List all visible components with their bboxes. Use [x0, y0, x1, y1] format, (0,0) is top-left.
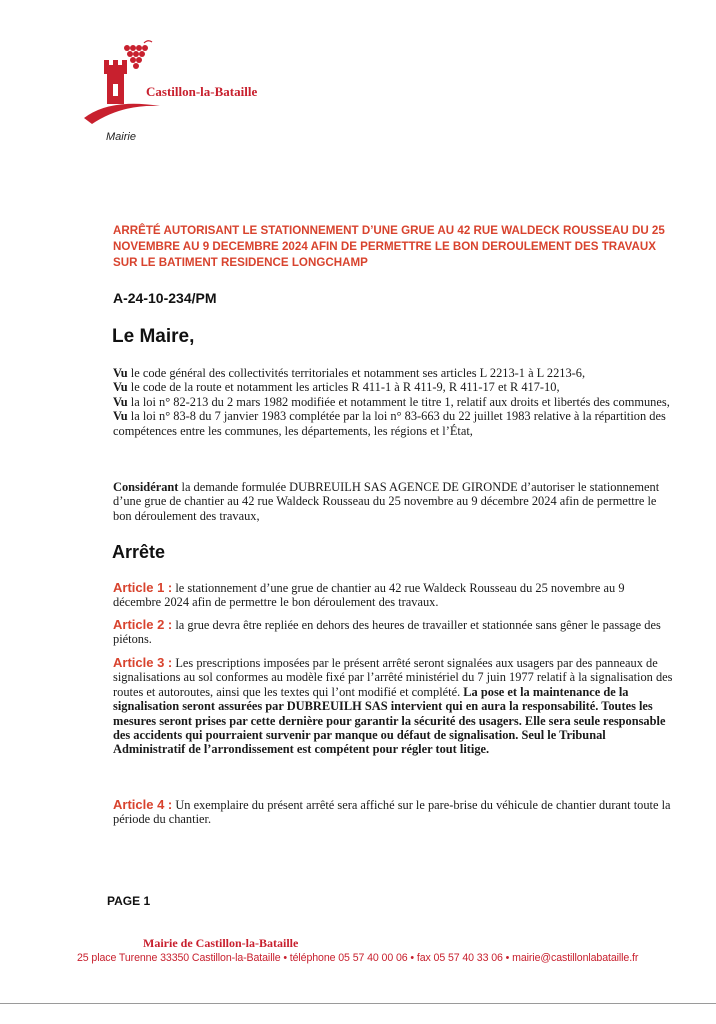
vu-item: Vu la loi n° 83-8 du 7 janvier 1983 complétée par la loi n° 83-663 du 22 juillet 1983 relative à la répartition des compétences entre les communes, les départements, les régions et l’État,: [113, 409, 666, 438]
heading-arrete: Arrête: [112, 542, 166, 562]
swoosh-icon: [84, 104, 160, 124]
brand-subtitle: Mairie: [106, 131, 136, 143]
article-4: Article 4 : Un exemplaire du présent arrêté sera affiché sur le pare-brise du véhicule de chantier durant toute la période du chantier.: [113, 797, 671, 827]
page-number: PAGE 1: [107, 894, 151, 908]
article-3: Article 3 : Les prescriptions imposées par le présent arrêté seront signalées aux usagers par des panneaux de signalisations au sol conformes au modèle fixé par l’arrêté ministériel du 7 juin 1977 relatif à la signalisation des routes et autoroutes, ainsi que les textes qui l’ont modifié et complété. La pose et la maintenance de la signalisation seront assurées par DUBREUILH SAS intervient qui en aura la responsabilité. Toutes les mesures seront prises par cette dernière pour garantir la sécurité des usagers. Elle sera seule responsable des accidents qui pourraient survenir par manque ou défaut de signalisation. Seul le Tribunal Administratif de l’arrondissement est compétent pour régler tout litige.: [113, 655, 673, 757]
footer-title: Mairie de Castillon-la-Bataille: [143, 936, 299, 950]
grapes-icon: [124, 41, 152, 69]
vu-item: Vu le code général des collectivités territoriales et notamment ses articles L 2213-1 à L 2213-6,: [113, 366, 586, 380]
footer-divider: [0, 1003, 716, 1004]
article-1: Article 1 : le stationnement d’une grue de chantier au 42 rue Waldeck Rousseau du 25 novembre au 9 décembre 2024 afin de permettre le bon déroulement des travaux.: [113, 580, 625, 610]
article-2: Article 2 : la grue devra être repliée en dehors des heures de travailler et stationnée sans gêner le passage des piétons.: [113, 617, 661, 647]
decree-reference: A-24-10-234/PM: [113, 290, 217, 306]
vu-section: [113, 366, 673, 438]
considerant-paragraph: Considérant la demande formulée DUBREUILH SAS AGENCE DE GIRONDE d’autoriser le stationnement d’une grue de chantier au 42 rue Waldeck Rousseau du 25 novembre au 9 décembre 2024 afin de permettre le bon déroulement des travaux,: [113, 480, 660, 523]
vu-item: Vu le code de la route et notamment les articles R 411-1 à R 411-9, R 411-17 et R 417-10,: [113, 380, 560, 395]
brand-name: Castillon-la-Bataille: [146, 84, 258, 99]
decree-title: ARRÊTÉ AUTORISANT LE STATIONNEMENT D’UNE GRUE AU 42 RUE WALDECK ROUSSEAU DU 25 NOVEMBRE AU 9 DECEMBRE 2024 AFIN DE PERMETTRE LE BON DEROULEMENT DES TRAVAUX SUR LE BATIMENT RESIDENCE LONGCHAMP: [113, 224, 665, 269]
vu-item: Vu la loi n° 82-213 du 2 mars 1982 modifiée et notamment le titre 1, relatif aux droits et libertés des communes,: [113, 394, 670, 409]
heading-maire: Le Maire,: [112, 326, 195, 347]
tower-icon: [104, 60, 127, 104]
footer-address: 25 place Turenne 33350 Castillon-la-Bataille • téléphone 05 57 40 00 06 • fax 05 57 40 33 06 • mairie@castillonlabataille.fr: [77, 952, 639, 964]
